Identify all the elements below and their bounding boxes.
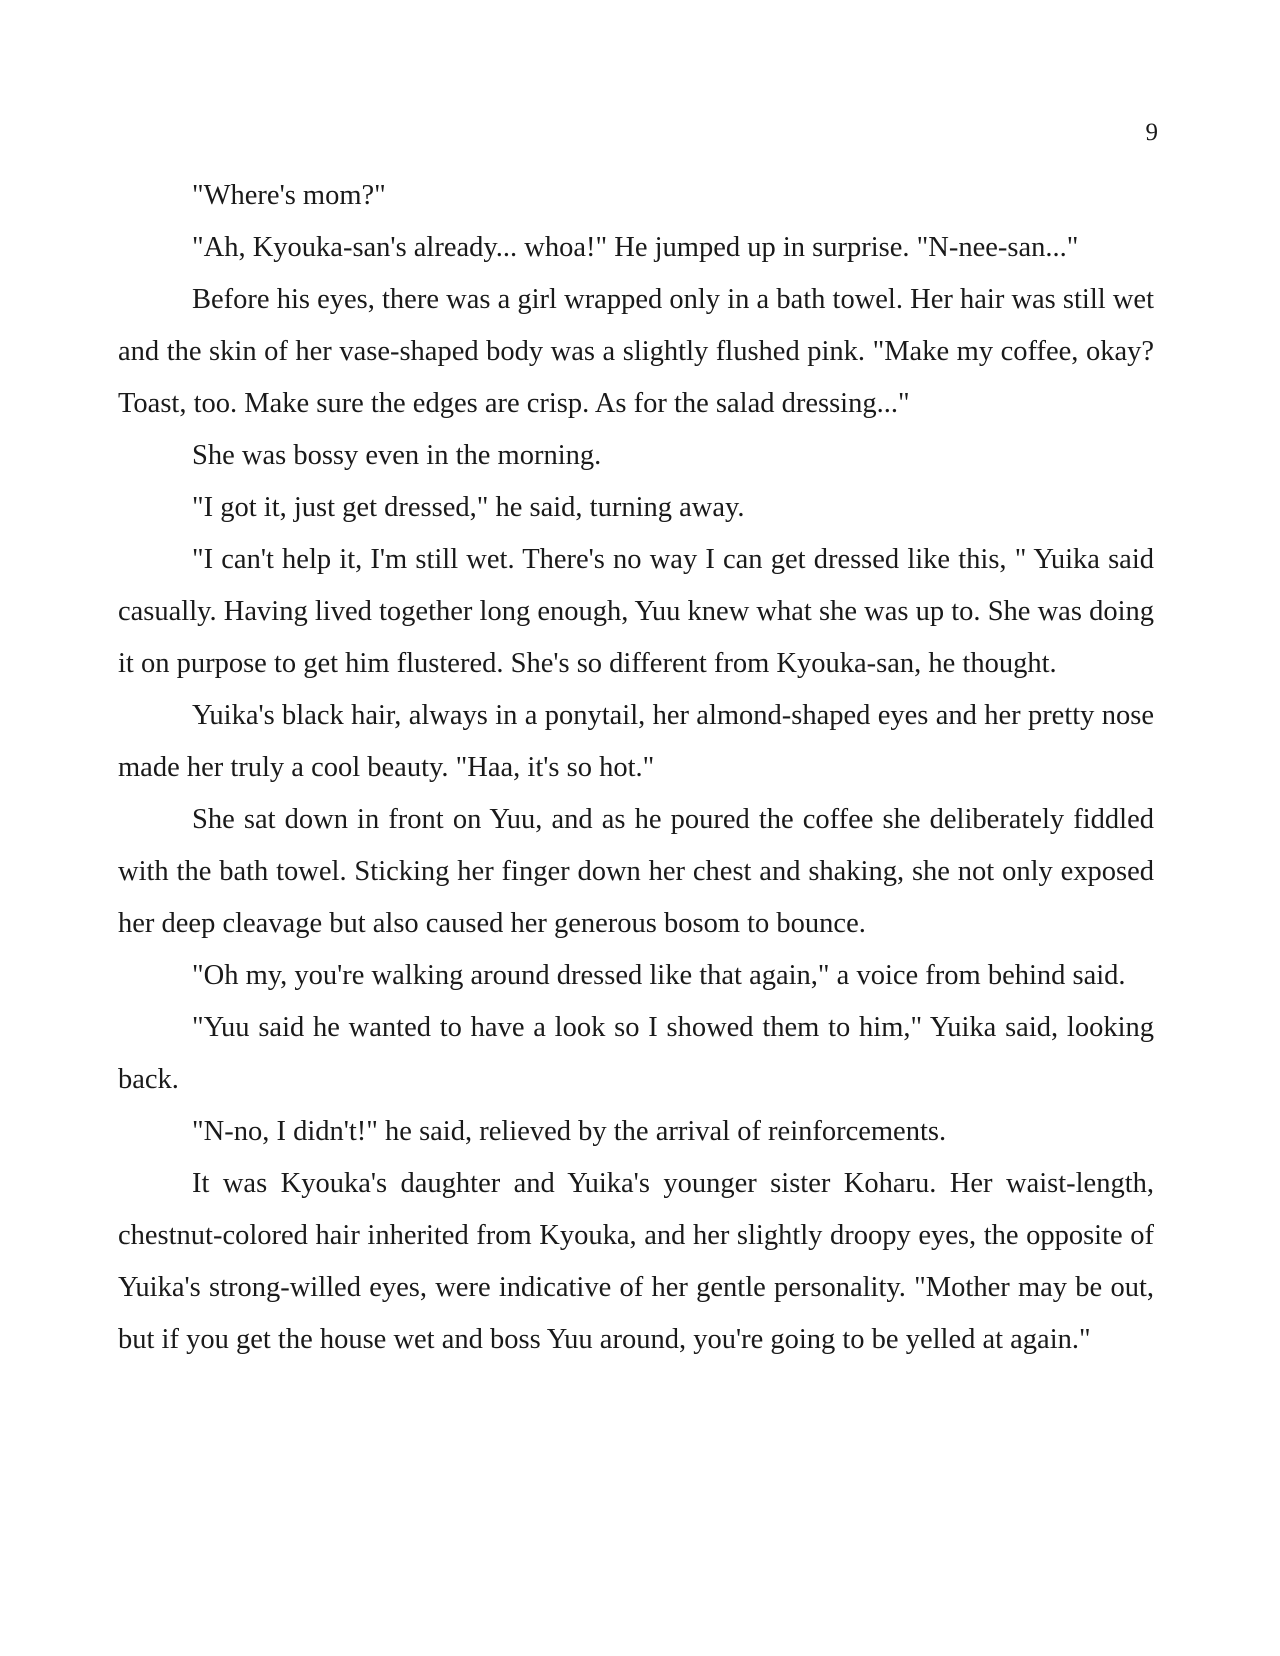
paragraph: "Where's mom?" bbox=[192, 180, 386, 211]
paragraph: It was Kyouka's daughter and Yuika's younger sister Koharu. Her waist-length, chestnut-colored hair inherited from Kyouka, and her slightly droopy eyes, the opposite of Yuika's strong-willed eyes, were indicative of her gentle personality. "Mother may be out, but if you get the house wet and boss Yuu around, you're going to be yelled at again." bbox=[118, 1168, 1154, 1355]
paragraph: Before his eyes, there was a girl wrapped only in a bath towel. Her hair was still wet and the skin of her vase-shaped body was a slightly flushed pink. "Make my coffee, okay? Toast, too. Make sure the edges are crisp. As for the salad dressing..." bbox=[118, 284, 1154, 419]
paragraph: Yuika's black hair, always in a ponytail, her almond-shaped eyes and her pretty nose made her truly a cool beauty. "Haa, it's so hot." bbox=[118, 700, 1154, 783]
paragraph: "Yuu said he wanted to have a look so I showed them to him," Yuika said, looking back. bbox=[118, 1012, 1154, 1095]
page-number: 9 bbox=[1145, 119, 1158, 146]
paragraph: "I got it, just get dressed," he said, turning away. bbox=[192, 492, 745, 523]
paragraph: "N-no, I didn't!" he said, relieved by the arrival of reinforcements. bbox=[192, 1116, 947, 1147]
paragraph: "Oh my, you're walking around dressed like that again," a voice from behind said. bbox=[192, 960, 1126, 991]
paragraph: "I can't help it, I'm still wet. There's no way I can get dressed like this, " Yuika said casually. Having lived together long enough, Yuu knew what she was up to. She was doing it on purpose to get him flustered. She's so different from Kyouka-san, he thought. bbox=[118, 544, 1154, 679]
body-text bbox=[118, 170, 1154, 1366]
paragraph: She sat down in front on Yuu, and as he poured the coffee she deliberately fiddled with the bath towel. Sticking her finger down her chest and shaking, she not only exposed her deep cleavage but also caused her generous bosom to bounce. bbox=[118, 804, 1154, 939]
paragraph: She was bossy even in the morning. bbox=[192, 440, 602, 471]
paragraph: "Ah, Kyouka-san's already... whoa!" He jumped up in surprise. "N-nee-san..." bbox=[192, 232, 1079, 263]
